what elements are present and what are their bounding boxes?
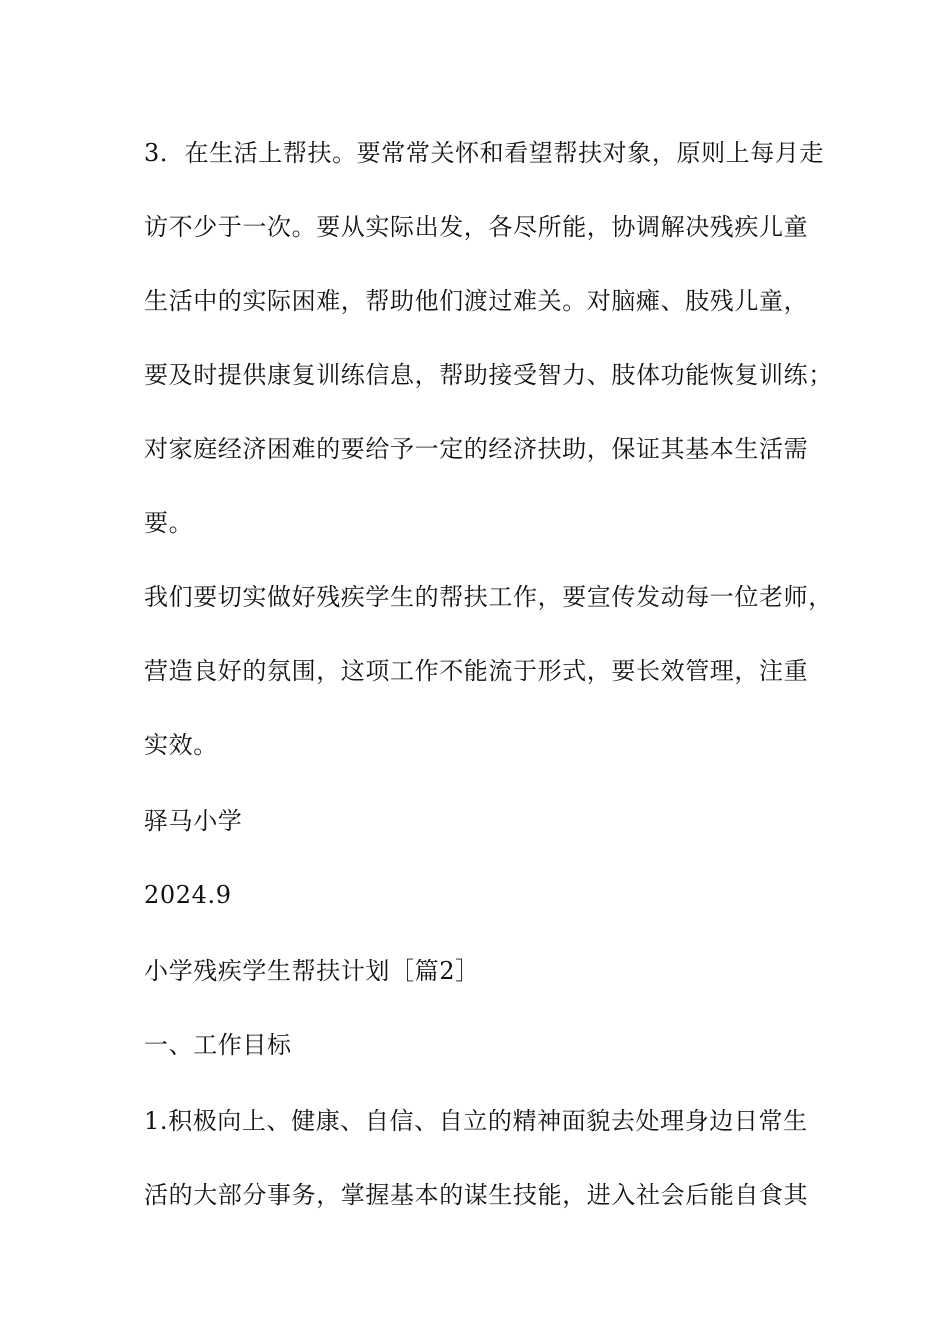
paragraph-line: 活的大部分事务，掌握基本的谋生技能，进入社会后能自食其 xyxy=(144,1181,809,1209)
paragraph-line: 要。 xyxy=(144,509,194,537)
paragraph-line: 我们要切实做好残疾学生的帮扶工作，要宣传发动每一位老师， xyxy=(144,583,833,611)
paragraph-line: 访不少于一次。要从实际出发，各尽所能，协调解决残疾儿童 xyxy=(144,213,809,241)
paragraph-line: 3．在生活上帮扶。要常常关怀和看望帮扶对象，原则上每月走 xyxy=(144,139,825,167)
section-heading: 一、工作目标 xyxy=(144,1031,292,1059)
section-title: 小学残疾学生帮扶计划［篇2］ xyxy=(144,957,480,985)
paragraph-line: 实效。 xyxy=(144,731,218,759)
signature-school: 驿马小学 xyxy=(144,807,243,835)
paragraph-line: 要及时提供康复训练信息，帮助接受智力、肢体功能恢复训练； xyxy=(144,361,833,389)
paragraph-line: 营造良好的氛围，这项工作不能流于形式，要长效管理，注重 xyxy=(144,657,809,685)
paragraph-line: 对家庭经济困难的要给予一定的经济扶助，保证其基本生活需 xyxy=(144,435,809,463)
signature-date: 2024.9 xyxy=(144,881,232,909)
paragraph-line: 生活中的实际困难，帮助他们渡过难关。对脑瘫、肢残儿童， xyxy=(144,287,809,315)
paragraph-line: 1.积极向上、健康、自信、自立的精神面貌去处理身边日常生 xyxy=(144,1107,808,1135)
